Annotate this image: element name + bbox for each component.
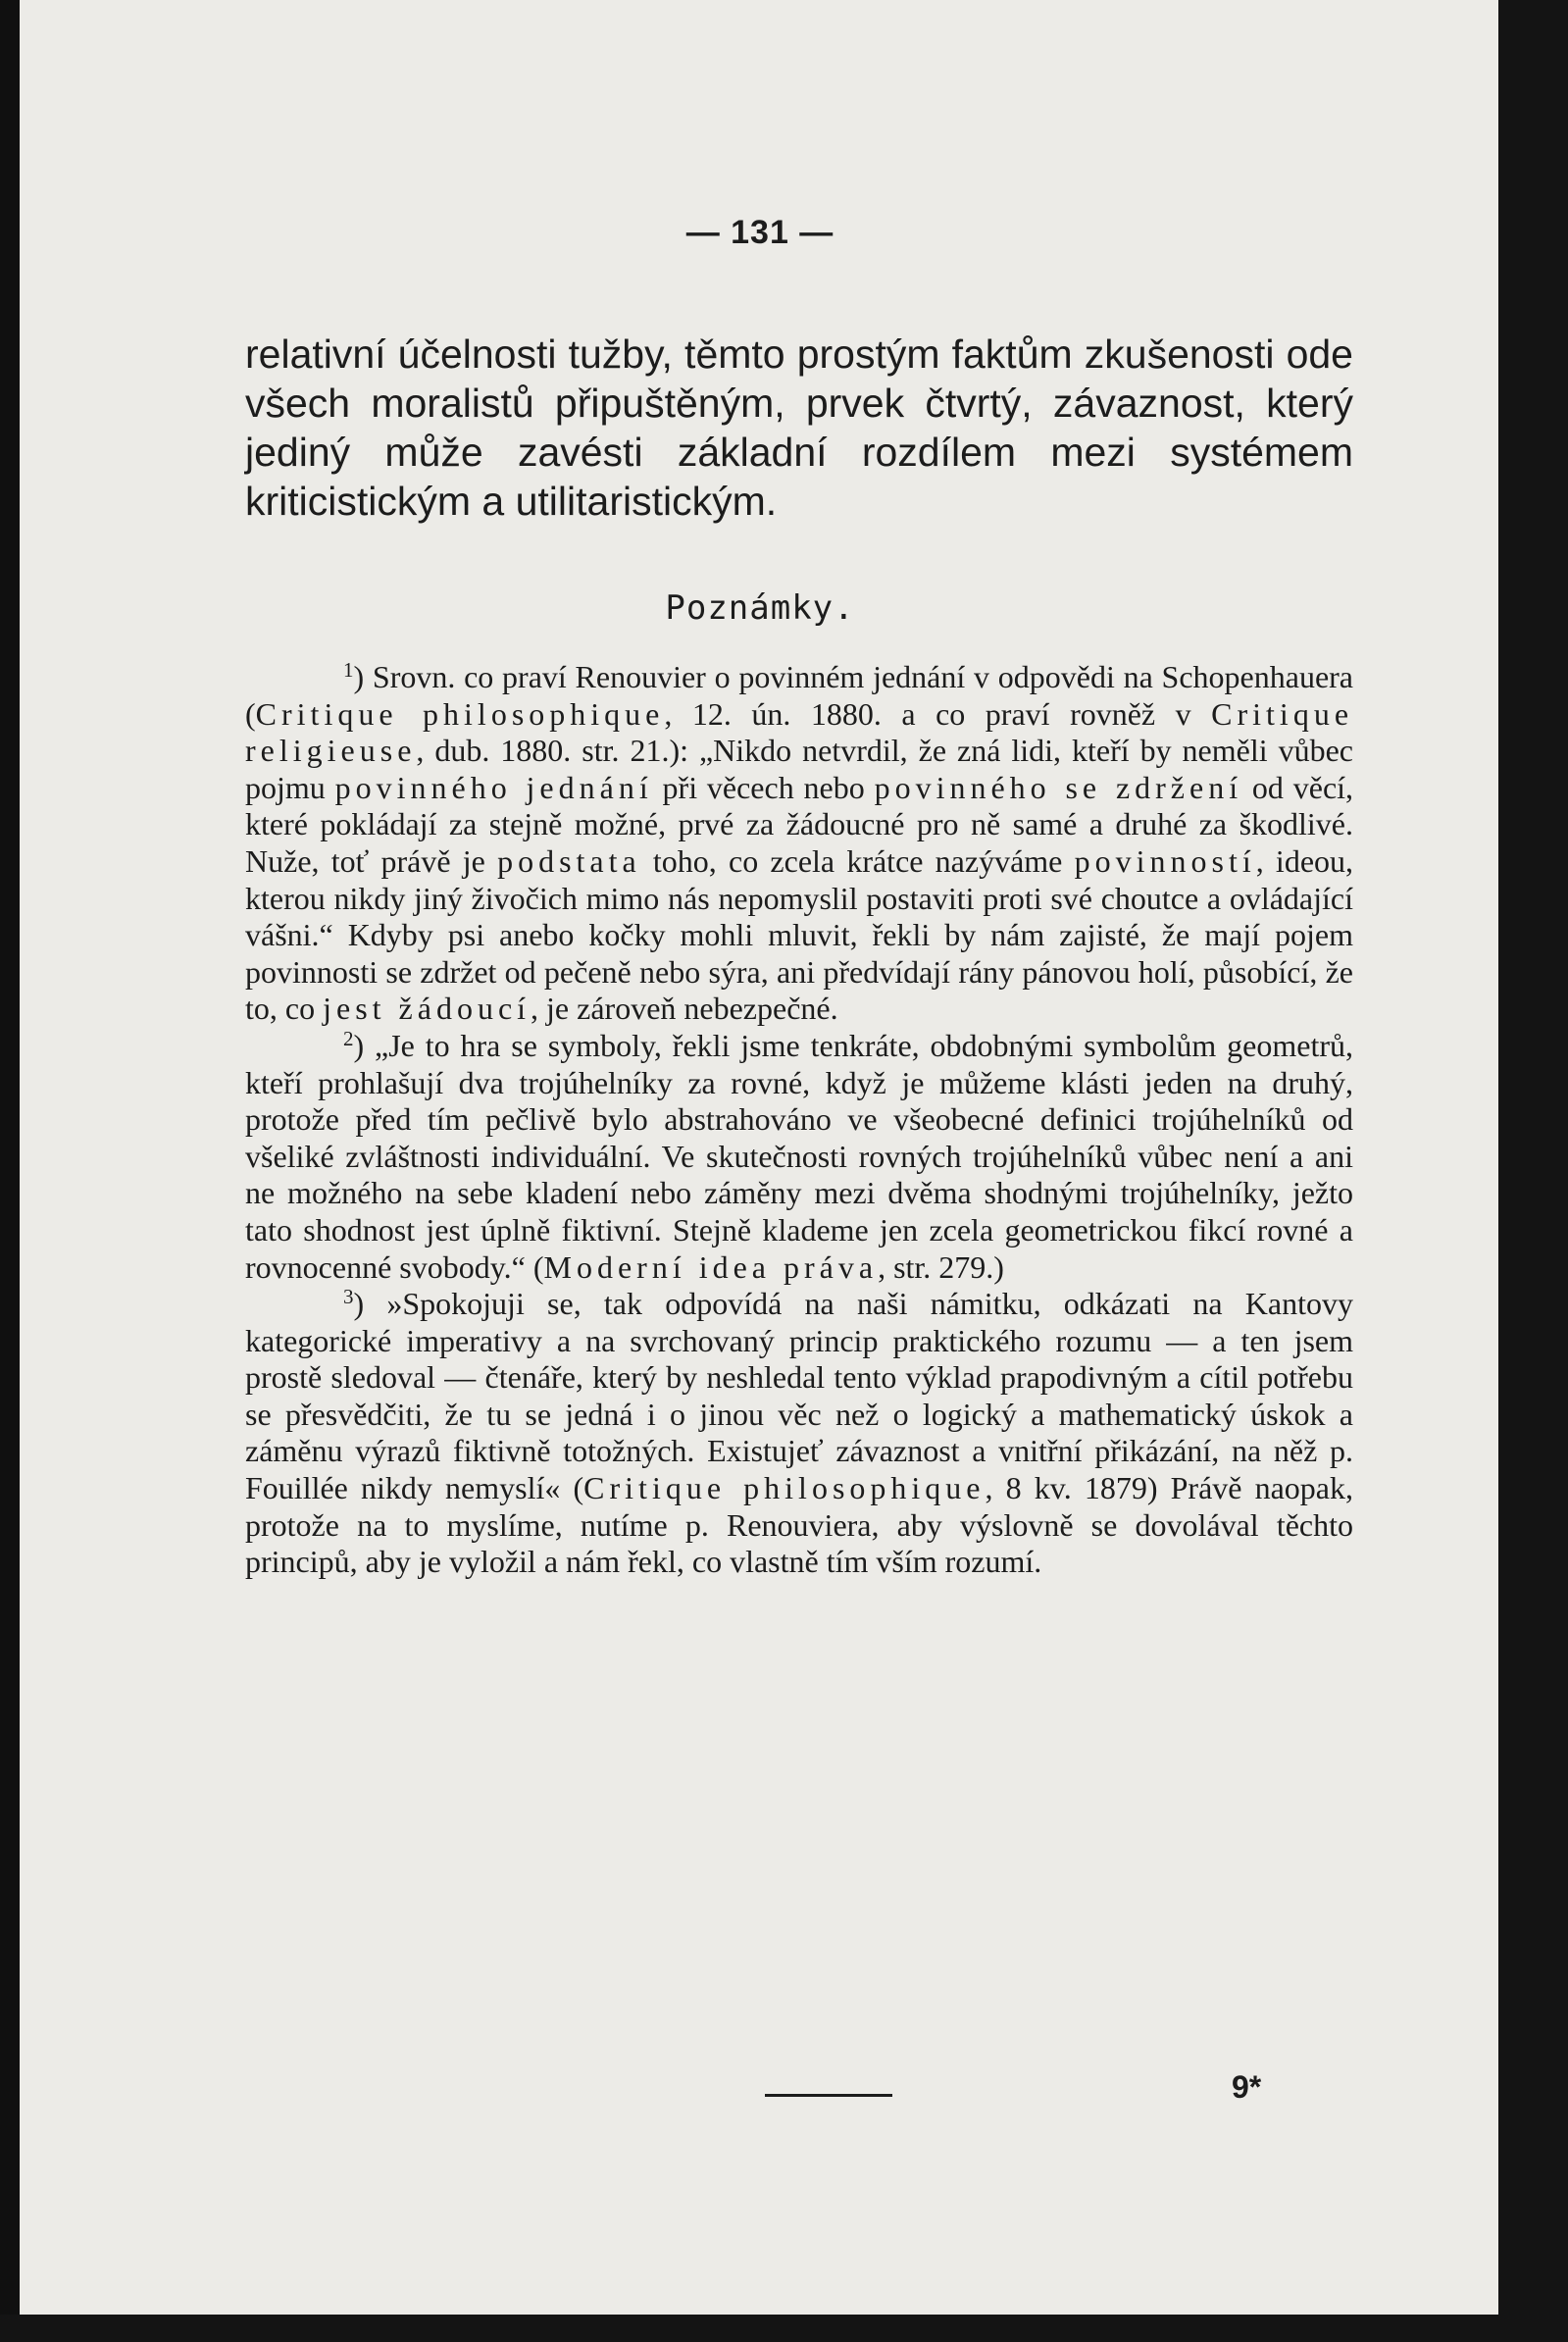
signature-mark: 9*: [1232, 2069, 1262, 2105]
spaced-term: povinného se zdržení: [874, 769, 1243, 805]
spaced-term: jest žádoucí: [323, 991, 531, 1027]
spaced-title: Critique religieuse: [245, 695, 1354, 769]
footnotes: [245, 659, 1353, 1581]
footer-rule: [765, 2094, 892, 2097]
footnote-marker: 3: [343, 1285, 354, 1309]
body-paragraph: relativní účelnosti tužby, těmto prostým faktům zkušenosti ode všech moralistů připuštěným, prvek čtvrtý, závaznost, který jediný může zavésti základní rozdílem mezi systémem kriticistickým a utilitaristickým.: [245, 331, 1353, 524]
spaced-term: podstata: [497, 842, 641, 879]
footnote-marker: 2: [343, 1026, 354, 1050]
spaced-title: Critique philosophique: [255, 695, 665, 732]
spaced-title: Moderní idea práva: [543, 1248, 879, 1285]
scan-right-edge: [1498, 0, 1568, 2342]
spaced-term: povinností: [1074, 842, 1256, 879]
spaced-title: Critique philosophique: [583, 1470, 986, 1506]
footnote-2: $^2$) „Je to hra se symboly, řekli jsme tenkráte, obdobnými symbolům geometrů, kteří prohlašují dva trojúhelníky za rovné, když je můžeme klásti jeden na druhý, protože před tím pečlivě bylo abstrahováno ve všeobecné definici trojúhelníků od všeliké zvláštnosti individuální. Ve skutečnosti rovných trojúhelníků vůbec není a ani ne možného na sebe kladení nebo záměny mezi dvěma shodnými trojúhelníky, ježto tato shodnost jest úplně fiktivní. Stejně klademe jen zcela geometrickou fikcí rovné a rovnocenné svobody.“ (Moderní idea práva, str. 279.): [245, 1026, 1353, 1285]
spaced-term: povinného jednání: [334, 769, 653, 805]
footnote-marker: 1: [343, 658, 354, 682]
footnote-1: $^1$) Srovn. co praví Renouvier o povinném jednání v odpovědi na Schopenhauera (Critique philosophique, 12. ún. 1880. a co praví rovněž v Critique religieuse, dub. 1880. str. 21.): „Nikdo netvrdil, že zná lidi, kteří by neměli vůbec pojmu povinného jednání při věcech nebo povinného se zdržení od věcí, které pokládají za stejně možné, prvé za žádoucné pro ně samé a druhé za škodlivé. Nuže, toť právě je podstata toho, co zcela krátce nazýváme povinností, ideou, kterou nikdy jiný živočich mimo nás nepomyslil postaviti proti své choutce a ovládající vášni.“ Kdyby psi anebo kočky mohli mluvit, řekli by nám zajisté, že mají pojem povinnosti se zdržet od pečeně nebo sýra, ani předvídají rány pánovou holí, působící, že to, co jest žádoucí, je zároveň nebezpečné.: [245, 658, 1354, 1027]
scan-bottom-edge: [0, 2315, 1568, 2342]
book-page: [20, 0, 1500, 2322]
page-number-header: — 131 —: [685, 214, 835, 251]
footnote-3: $^3$) »Spokojuji se, tak odpovídá na naši námitku, odkázati na Kantovy kategorické imperativy a na svrchovaný princip praktického rozumu — a ten jsem prostě sledoval — čtenáře, který by neshledal tento výklad prapodivným a cítil potřebu se přesvědčiti, že tu se jedná i o jinou věc než o logický a mathematický úskok a záměnu výrazů fiktivně totožných. Existujeť závaznost a vnitřní přikázání, na něž p. Fouillée nikdy nemyslí« (Critique philosophique, 8 kv. 1879) Právě naopak, protože na to myslíme, nutíme p. Renouviera, aby výslovně se dovolával těchto principů, aby je vyložil a nám řekl, co vlastně tím vším rozumí.: [245, 1285, 1354, 1580]
notes-heading: Poznámky.: [665, 588, 855, 628]
